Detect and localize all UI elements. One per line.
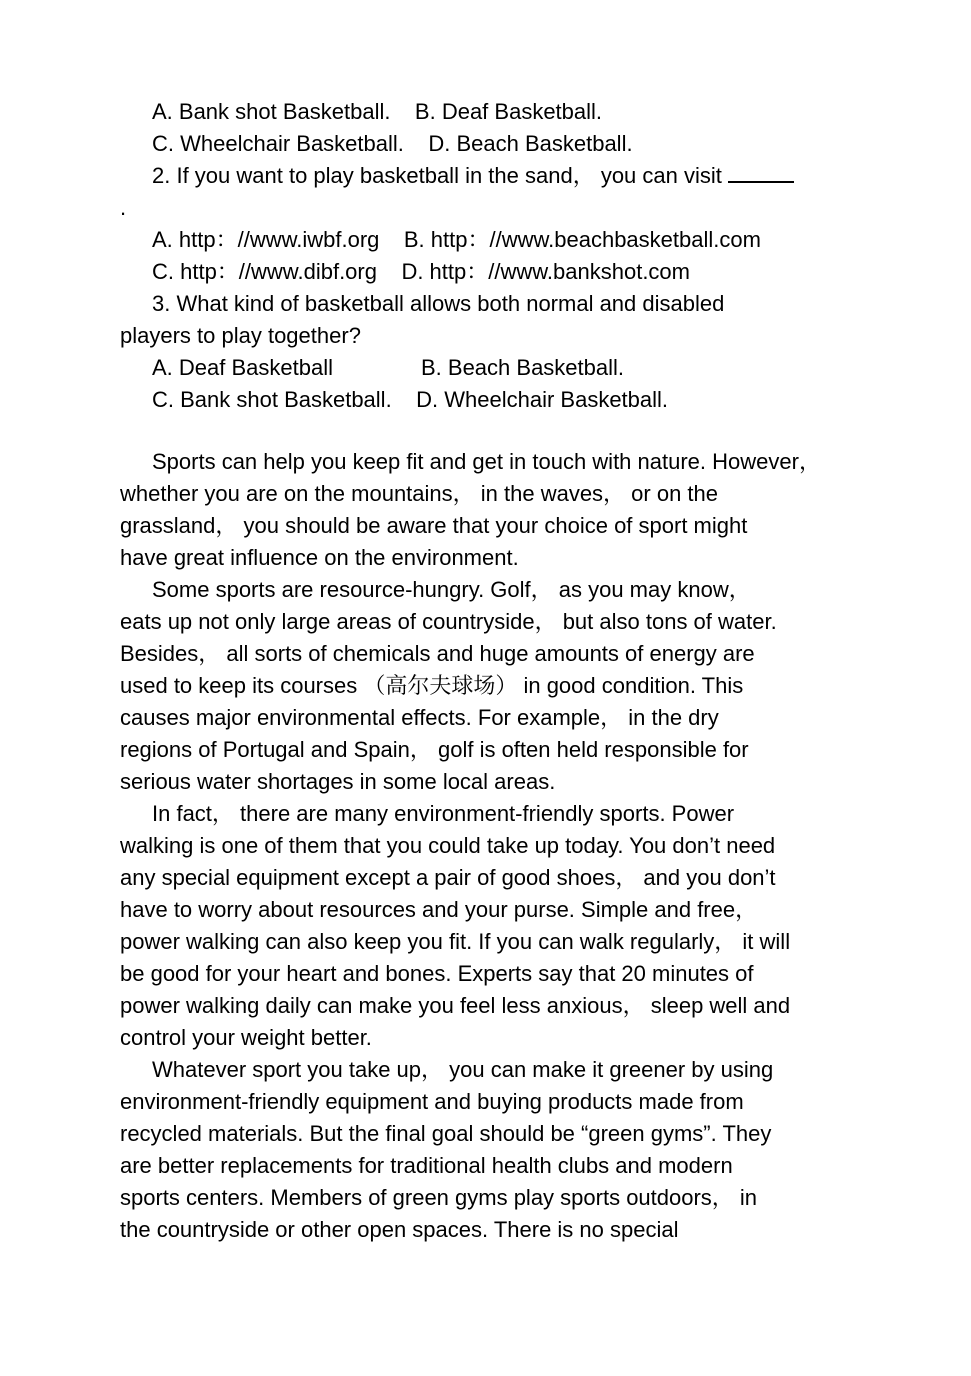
q2-stem-text: 2. If you want to play basketball in the sand， you can visit <box>152 163 722 188</box>
text-line: Whatever sport you take up， you can make it greener by using <box>152 1057 774 1082</box>
text-line: any special equipment except a pair of good shoes， and you don’t <box>120 865 776 890</box>
q1-option-c: C. Wheelchair Basketball. <box>152 131 404 156</box>
q1-option-a: A. Bank shot Basketball. <box>152 99 391 124</box>
text-line: In fact， there are many environment-friendly sports. Power <box>152 801 735 826</box>
q2-option-d: D. http：//www.bankshot.com <box>401 259 690 284</box>
text-line: Sports can help you keep fit and get in touch with nature. However， <box>152 449 821 474</box>
text-line: grassland， you should be aware that your choice of sport might <box>120 513 748 538</box>
text-line: have to worry about resources and your purse. Simple and free， <box>120 897 758 922</box>
q1-options-row-1 <box>120 96 855 128</box>
passage-paragraph-4 <box>120 1054 855 1246</box>
q2-options-row-1 <box>120 224 855 256</box>
q1-option-d: D. Beach Basketball. <box>428 131 633 156</box>
q2-stem <box>120 160 855 192</box>
text-line: Some sports are resource-hungry. Golf， as you may know， <box>152 577 751 602</box>
text-line: whether you are on the mountains， in the waves， or on the <box>120 481 719 506</box>
q2-options-row-2 <box>120 256 855 288</box>
q3-stem-line-2: players to play together? <box>120 323 361 348</box>
q2-option-b: B. http：//www.beachbasketball.com <box>403 227 761 252</box>
q3-option-d: D. Wheelchair Basketball. <box>416 387 669 412</box>
q3-stem-line-1: 3. What kind of basketball allows both normal and disabled <box>152 291 725 316</box>
text-line: regions of Portugal and Spain， golf is often held responsible for <box>120 737 749 762</box>
answer-blank <box>728 161 794 183</box>
text-line: power walking can also keep you fit. If you can walk regularly， it will <box>120 929 791 954</box>
text-line: recycled materials. But the final goal should be “green gyms”. They <box>120 1121 772 1146</box>
document-page <box>120 96 855 1246</box>
passage-paragraph-2 <box>120 574 855 798</box>
text-line: the countryside or other open spaces. There is no special <box>120 1217 679 1242</box>
q3-option-a: A. Deaf Basketball <box>152 355 333 380</box>
text-line: serious water shortages in some local areas. <box>120 769 556 794</box>
q1-options-row-2 <box>120 128 855 160</box>
q3-options-row-1 <box>120 352 855 384</box>
q3-options-row-2 <box>120 384 855 416</box>
text-line: are better replacements for traditional health clubs and modern <box>120 1153 733 1178</box>
text-line: control your weight better. <box>120 1025 372 1050</box>
text-line: Besides， all sorts of chemicals and huge amounts of energy are <box>120 641 755 666</box>
text-line: power walking daily can make you feel less anxious， sleep well and <box>120 993 791 1018</box>
text-line: eats up not only large areas of countryside， but also tons of water. <box>120 609 777 634</box>
text-line: walking is one of them that you could take up today. You don’t need <box>120 833 776 858</box>
passage-paragraph-3 <box>120 798 855 1054</box>
text-line: causes major environmental effects. For example， in the dry <box>120 705 719 730</box>
q1-option-b: B. Deaf Basketball. <box>414 99 603 124</box>
q2-option-c: C. http：//www.dibf.org <box>152 259 377 284</box>
text-line: have great influence on the environment. <box>120 545 519 570</box>
text-line: environment-friendly equipment and buying products made from <box>120 1089 744 1114</box>
q3-option-b: B. Beach Basketball. <box>421 355 625 380</box>
text-line: used to keep its courses （高尔夫球场） in good condition. This <box>120 673 744 698</box>
text-line: be good for your heart and bones. Experts say that 20 minutes of <box>120 961 754 986</box>
q2-option-a: A. http：//www.iwbf.org <box>152 227 380 252</box>
passage-paragraph-1 <box>120 446 855 574</box>
q2-trail: . <box>120 195 127 220</box>
text-line: sports centers. Members of green gyms play sports outdoors， in <box>120 1185 758 1210</box>
q3-option-c: C. Bank shot Basketball. <box>152 387 392 412</box>
section-gap <box>120 416 855 446</box>
